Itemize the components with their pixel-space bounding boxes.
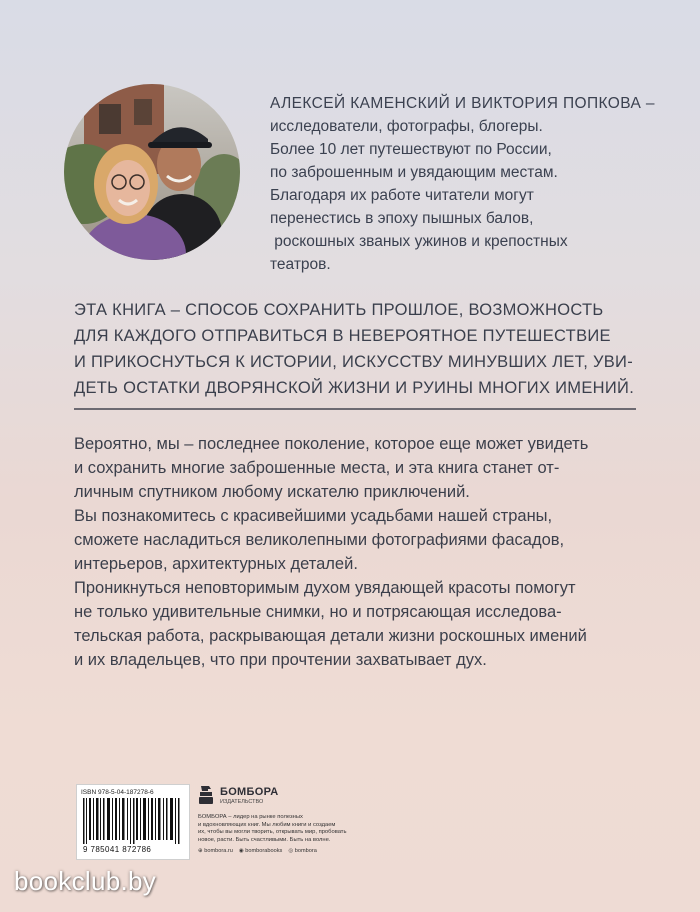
body-line: интерьеров, архитектурных деталей. [74,555,358,573]
lead-paragraph [74,297,674,401]
lead-line: И ПРИКОСНУТЬСЯ К ИСТОРИИ, ИСКУССТВУ МИНУВШИХ ЛЕТ, УВИ- [74,353,633,371]
isbn-number: 9 785041 872786 [83,845,152,854]
body-line: и сохранить многие заброшенные места, и эта книга станет от- [74,459,560,477]
publisher-block [198,784,388,854]
body-line: сможете насладиться великолепными фотографиями фасадов, [74,531,565,549]
body-line: Вы познакомитесь с красивейшими усадьбами нашей страны, [74,507,553,525]
publisher-name: БОМБОРА [220,785,279,798]
body-line: и их владельцев, что при прочтении захватывает дух. [74,651,487,669]
isbn-label: ISBN 978-5-04-187278-6 [81,789,154,796]
body-line: не только удивительные снимки, но и потрясающая исследова- [74,603,562,621]
author-bio [270,92,690,276]
lead-line: ДЛЯ КАЖДОГО ОТПРАВИТЬСЯ В НЕВЕРОЯТНОЕ ПУТЕШЕСТВИЕ [74,327,611,345]
bio-line: по заброшенным и увядающим местам. [270,164,558,181]
publisher-description [198,814,388,844]
lead-line: ДЕТЬ ОСТАТКИ ДВОРЯНСКОЙ ЖИЗНИ И РУИНЫ МНОГИХ ИМЕНИЙ. [74,379,635,397]
body-line: Проникнуться неповторимым духом увядающей красоты помогут [74,579,576,597]
bio-line: роскошных званых ужинов и крепостных [270,233,568,250]
lead-line: ЭТА КНИГА – СПОСОБ СОХРАНИТЬ ПРОШЛОЕ, ВОЗМОЖНОСТЬ [74,301,604,319]
social-link: ⊕ bombora.ru [198,848,233,855]
barcode-icon [83,798,183,844]
publisher-desc-line: и вдохновляющих книг. Мы любим книги и создаем [198,821,336,828]
watermark: bookclub.by [14,866,157,896]
body-line: личным спутником любому искателю приключений. [74,483,470,501]
bio-line: Благодаря их работе читатели могут [270,187,534,204]
description-text [74,432,674,672]
publisher-logo [198,784,388,806]
author-photo-image [64,84,240,260]
body-line: Вероятно, мы – последнее поколение, которое еще может увидеть [74,435,589,453]
social-link: ◉ bomborabooks [238,848,283,855]
body-line: тельская работа, раскрывающая детали жизни роскошных имений [74,627,587,645]
publisher-socials [198,848,388,854]
publisher-desc-line: новое, расти. Быть счастливыми. Быть на волне. [198,836,331,843]
publisher-subtitle: ИЗДАТЕЛЬСТВО [220,798,264,805]
bio-line: исследователи, фотографы, блогеры. [270,118,543,135]
publisher-desc-line: БОМБОРА – лидер на рынке полезных [198,814,303,820]
author-photo [64,84,240,260]
bio-line: перенестись в эпоху пышных балов, [270,210,534,227]
bombora-logo-icon [198,784,214,806]
author-names: АЛЕКСЕЙ КАМЕНСКИЙ И ВИКТОРИЯ ПОПКОВА – [270,95,655,112]
divider [74,408,636,410]
isbn-barcode [76,784,190,860]
bio-line: театров. [270,256,331,273]
social-link: ◎ bombora [288,848,317,855]
publisher-desc-line: их, чтобы вы могли творить, открывать мир, пробовать [198,829,347,836]
bio-line: Более 10 лет путешествуют по России, [270,141,552,158]
